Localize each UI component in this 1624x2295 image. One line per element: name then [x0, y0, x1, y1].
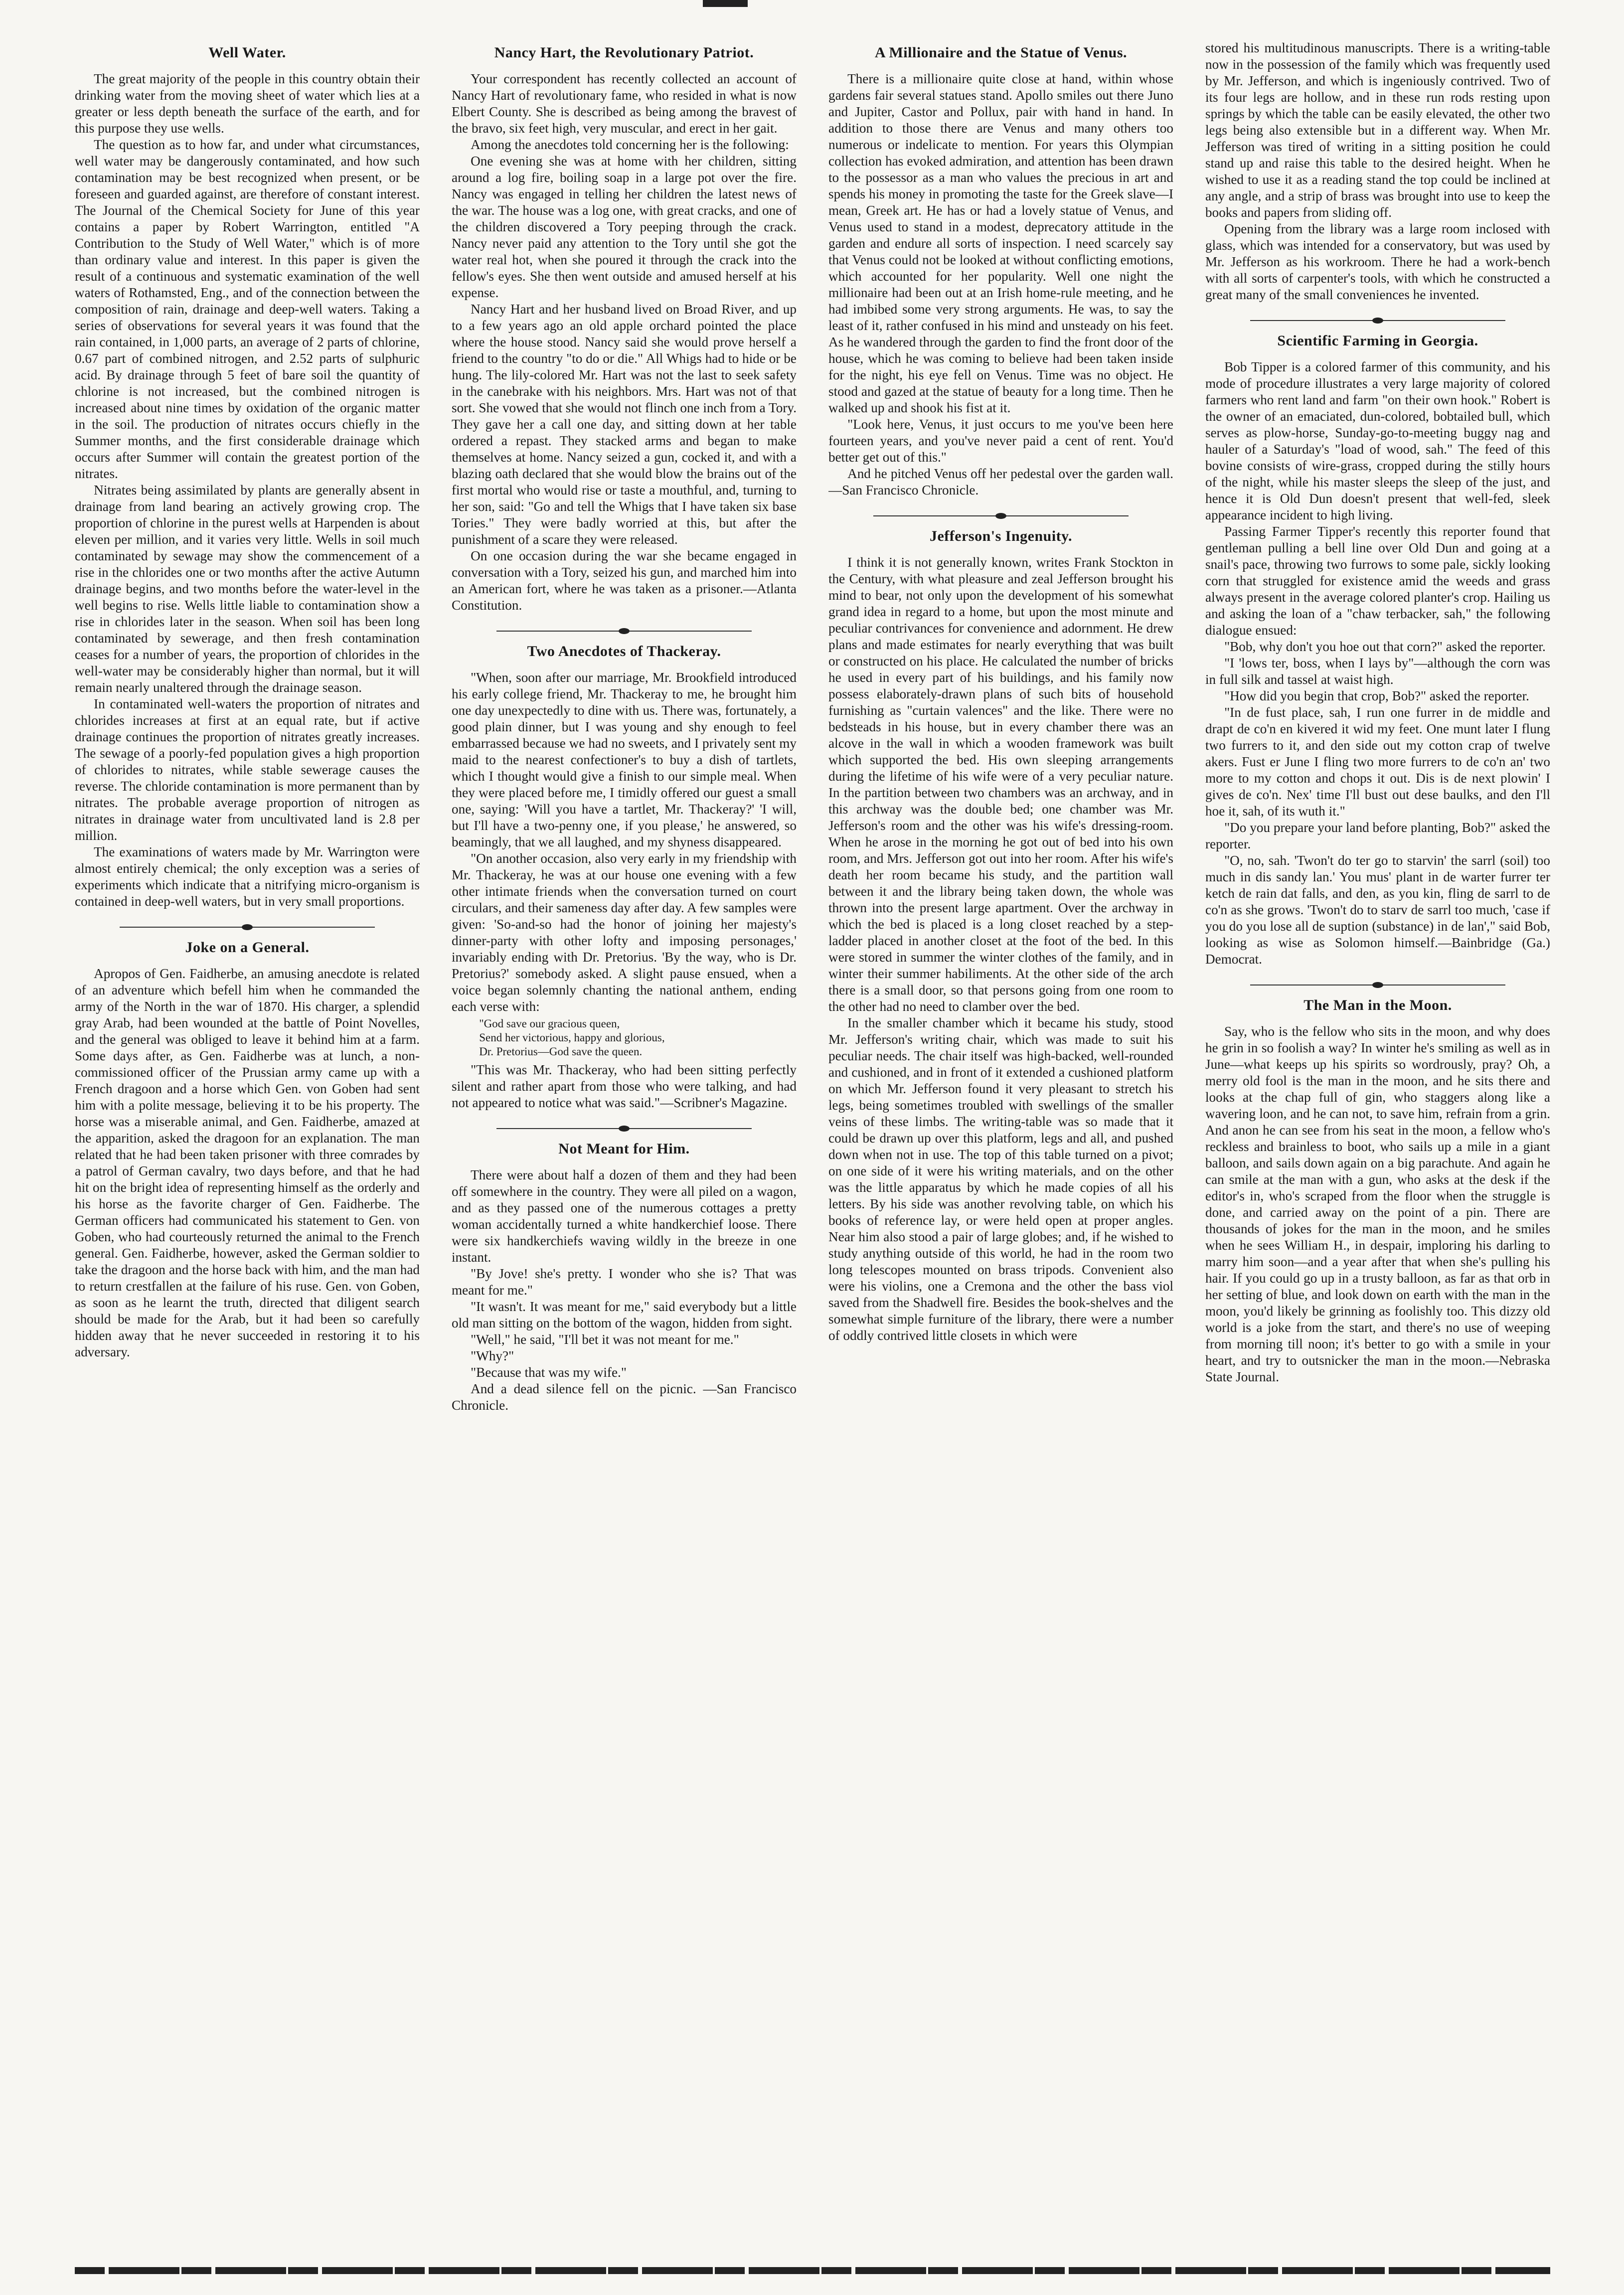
article-joke-on-a-general: [75, 939, 420, 1360]
paragraph: Nancy Hart and her husband lived on Broad River, and up to a few years ago an old apple orchard pointed the place where the house stood. Nancy said she would prove herself a friend to the country "to do or die." All Whigs had to hide or be hung. The lily-colored Mr. Hart was not the last to seek safety in the canebrake with his neighbors. Mrs. Hart was not of that sort. She vowed that she would not flinch one inch from a Tory. They gave her a call one day, and sitting down at her table ordered a repast. They stacked arms and began to make themselves at home. Nancy seized a gun, cocked it, and with a blazing oath declared that she would blow the brains out of the first mortal who would rise or taste a mouthful, and, turning to her son, said: "Go and tell the Whigs that I have taken six base Tories." They were badly worried at this, but after the punishment of a scare they were released.: [452, 302, 797, 547]
paragraph: Nitrates being assimilated by plants are generally absent in drainage from land bearing an actively growing crop. The proportion of chlorine in the purest wells at Harpenden is about eleven per million, and it varies very little. Wells in soil much contaminated by sewage may show the commencement of a rise in the chlorides one or two months after the active Autumn drainage begins, and two months before the water-level in the well begins to rise. Wells little liable to contamination show a rise in chlorides later in the season. When soil has been long contaminated by sewerage, and then fresh contamination ceases for a number of years, the proportion of chlorides in the well-water may be considerably higher than normal, but it will remain nearly unaltered through the drainage season.: [75, 483, 420, 695]
headline: Not Meant for Him.: [558, 1141, 690, 1157]
paragraph: Your correspondent has recently collected an account of Nancy Hart of revolutionary fame, who resided in what is now Elbert County. She is described as being among the bravest of the bravo, six feet high, very muscular, and erect in her gait.: [452, 71, 797, 136]
paragraph: In the smaller chamber which it became his study, stood Mr. Jefferson's writing chair, which was made to suit his peculiar needs. The chair itself was high-backed, well-rounded and cushioned, and in front of it extended a cushioned platform on which Mr. Jefferson found it very pleasant to stretch his legs, being sometimes troubled with swellings of the smaller veins of these limbs. The writing-table was so made that it could be drawn up over this platform, legs and all, and pushed down when not in use. The top of this table turned on a pivot; on one side of it were his writing materials, and on the other was the little apparatus by which he made copies of all his letters. By his side was another revolving table, on which his books of reference lay, or were held open at proper angles. Near him also stood a pair of large globes; and, if he wished to study anything outside of this world, he had in the room two long telescopes mounted on brass tripods. Convenient also were his violins, one a Cremona and the other the bass viol saved from the Shadwell fire. Besides the book-shelves and the somewhat simple furniture of the library, there were a number of oddly contrived little closets in which were: [828, 1015, 1173, 1343]
article-divider: [496, 631, 752, 632]
paragraph: Say, who is the fellow who sits in the moon, and why does he grin in so foolish a way? In winter he's smiling as well as in June—what keeps up his spirits so wordrously, pray? Oh, a merry old fool is the man in the moon, and he sits there and looks at the chap full of gin, who staggers along like a wavering loon, and he can not, to save him, refrain from a grin. And anon he can see from his seat in the moon, a fellow who's reckless and brainless to boot, who sails up a mile in a giant balloon, and sails down again on a big parachute. And again he can smile at the man with a gun, who asks at the desk if the editor's in, who's scraped from the floor when the struggle is done, and carried away on the point of a pin. There are thousands of jokes for the man in the moon, and he smiles when he sees William H., in despair, imploring his darling to marry him soon—and a year after that when she's pulling his hair. If you could go up in a trusty balloon, as far as that orb in her setting of blue, and look down on earth with the man in the moon, you'd likely be grinning as foolishly too. This dizzy old world is a joke from the start, and there's no use of weeping from morning till noon; it's better to go with a smile in your heart, and try to outsnicker the man in the moon.—Nebraska State Journal.: [1205, 1024, 1550, 1384]
headline: Nancy Hart, the Revolutionary Patriot.: [494, 44, 754, 61]
column-2: [452, 40, 797, 2223]
paragraph: Apropos of Gen. Faidherbe, an amusing anecdote is related of an adventure which befell him when he commanded the army of the North in the war of 1870. His charger, a splendid gray Arab, had been wounded at the battle of Point Novelles, and the general was obliged to leave it behind him at a farm. Some days after, as Gen. Faidherbe was at lunch, a non-commissioned officer of the Prussian army came up with a French dragoon and a horse which Gen. von Goben had sent him with a polite message, believing it to be his property. The horse was a miserable animal, and Gen. Faidherbe, amazed at the apparition, asked the dragoon for an explanation. The man related that he had been taken prisoner with three comrades by a patrol of German cavalry, two days before, and that he had hit on the bright idea of representing himself as the orderly and his horse as the favorite charger of Gen. Faidherbe. The German officers had communicated his statement to Gen. von Goben, who had courteously returned the animal to the French general. Gen. Faidherbe, however, asked the German soldier to take the dragoon and the horse back with him, and the man had to return crestfallen at the failure of his ruse. Gen. von Goben, as soon as he learnt the truth, directed that diligent search should be made for the Arab, but it had been so carefully hidden away that he never succeeded in restoring it to his adversary.: [75, 966, 420, 1359]
headline: Scientific Farming in Georgia.: [1277, 332, 1478, 349]
page-top-mark: [703, 0, 748, 7]
article-millionaire-venus: [828, 44, 1173, 498]
paragraph: "By Jove! she's pretty. I wonder who she is? That was meant for me.": [452, 1266, 797, 1298]
paragraph: I think it is not generally known, writes Frank Stockton in the Century, with what pleasure and zeal Jefferson brought his mind to bear, not only upon the development of his somewhat grand idea in regard to a home, but upon the most minute and peculiar contrivances for convenience and adornment. He drew plans and made estimates for nearly everything that was built or constructed on his place. He calculated the number of bricks he used in every part of his buildings, and his family now possess elaborately-drawn plans of such bits of household furnishing as "curtain valences" and the like. There were no bedsteads in his house, but in every chamber there was an alcove in the wall in which a wooden framework was built which supported the bed. His own sleeping arrangements during the lifetime of his wife were of a very peculiar nature. In the partition between two chambers was an archway, and in this archway was the double bed; one chamber was Mr. Jefferson's room and the other was his wife's dressing-room. When he arose in the morning he got out of bed into his own room, and Mrs. Jefferson got out into her room. After his wife's death her room became his study, and the partition wall between it and the library being taken down, the whole was thrown into the present large apartment. Over the archway in which the bed is placed is a long closet reached by a step-ladder placed in another closet at the foot of the bed. In this were stored in summer the winter clothes of the family, and in winter their summer habiliments. At the other side of the arch there is a small door, so that persons going from one room to the other had no need to clamber over the bed.: [828, 555, 1173, 1014]
paragraph: And a dead silence fell on the picnic. —San Francisco Chronicle.: [452, 1381, 797, 1413]
paragraph: "On another occasion, also very early in my friendship with Mr. Thackeray, he was at our house one evening with a few other intimate friends when the conversation turned on court circulars, and their sameness day after day. A few samples were given: 'So-and-so had the honor of joining her majesty's dinner-party with other lofty and imposing personages,' invariably ending with Dr. Pretorius. 'By the way, who is Dr. Pretorius?' somebody asked. A slight pause ensued, when a voice began solemnly chanting the national anthem, ending each verse with:: [452, 851, 797, 1014]
newspaper-page: [75, 40, 1550, 2223]
article-well-water: [75, 44, 420, 910]
verse: "God save our gracious queen, Send her victorious, happy and glorious, Dr. Pretorius—God save the queen.: [479, 1017, 665, 1058]
paragraph: Among the anecdotes told concerning her is the following:: [471, 137, 789, 152]
article-divider: [120, 927, 375, 928]
headline: The Man in the Moon.: [1303, 997, 1452, 1013]
page-bottom-border: [75, 2267, 1550, 2274]
article-man-in-the-moon: [1205, 996, 1550, 1385]
paragraph: The question as to how far, and under what circumstances, well water may be dangerously contaminated, and how such contamination may be best recognized when present, or be foreseen and guarded against, are therefore of constant interest. The Journal of the Chemical Society for June of this year contains a paper by Robert Warrington, entitled "A Contribution to the Study of Well Water," which is of more than ordinary value and interest. In this paper is given the result of a continuous and systematic examination of the well waters of Rothamsted, Eng., and of the connection between the composition of rain, drainage and deep-well waters. Taking a series of observations for several years it was found that the rain contained, in 1,000 parts, an average of 2 parts of chlorine, 0.67 part of combined nitrogen, and 2.52 parts of sulphuric acid. By drainage through 5 feet of bare soil the quantity of chlorine is not increased, but the combined nitrogen is increased about nine times by oxidation of the organic matter in the soil. The production of nitrates occurs chiefly in the Summer months, and the first considerable drainage which occurs after Summer will contain the greatest portion of the nitrates.: [75, 137, 420, 481]
paragraph: In contaminated well-waters the proportion of nitrates and chlorides increases at first at an equal rate, but if active drainage continues the proportion of nitrates greatly increases. The sewage of a poorly-fed population gives a high proportion of chlorides to nitrates, while stable sewerage causes the reverse. The chloride contamination is more permanent than by nitrates. The probable average proportion of nitrogen as nitrates in drainage water from uncultivated land is 2.8 per million.: [75, 696, 420, 843]
paragraph: "Well," he said, "I'll bet it was not meant for me.": [471, 1332, 739, 1347]
paragraph: "Bob, why don't you hoe out that corn?" asked the reporter.: [1224, 639, 1546, 654]
headline: Jefferson's Ingenuity.: [929, 528, 1072, 544]
article-jefferson-continued: [1205, 40, 1550, 303]
headline: Joke on a General.: [185, 939, 310, 956]
paragraph: stored his multitudinous manuscripts. There is a writing-table now in the possession of the family which was frequently used by Mr. Jefferson, and which is ingeniously contrived. Two of its four legs are hollow, and in these run rods resting upon springs by which the table can be easily elevated, the other two legs being also extensible but in a different way. When Mr. Jefferson was tired of writing in a sitting position he could stand up and raise this table to the desired height. When he wished to use it as a reading stand the top could be inclined at any angle, and a strip of brass was brought into use to keep the books and papers from sliding off.: [1205, 40, 1550, 220]
headline: Well Water.: [208, 44, 286, 61]
paragraph: There were about half a dozen of them and they had been off somewhere in the country. They were all piled on a wagon, and as they passed one of the numerous cottages a pretty woman accidentally turned a white handkerchief loose. There were six handkerchiefs waving wildly in the breeze in one instant.: [452, 1167, 797, 1265]
paragraph: Passing Farmer Tipper's recently this reporter found that gentleman pulling a bell line over Old Dun and going at a snail's pace, throwing two furrows to some pale, sickly looking corn that struggled for existence amid the weeds and grass always present in the average colored planter's crop. Hailing us and asking the loan of a "chaw terbacker, sah," the following dialogue ensued:: [1205, 524, 1550, 638]
paragraph: Opening from the library was a large room inclosed with glass, which was intended for a conservatory, but was used by Mr. Jefferson as his workroom. There he had a work-bench with all sorts of carpenter's tools, with which he constructed a great many of the small conveniences he invented.: [1205, 221, 1550, 302]
article-divider: [873, 515, 1129, 516]
column-3: [828, 40, 1173, 2223]
paragraph: "Do you prepare your land before planting, Bob?" asked the reporter.: [1205, 820, 1550, 851]
paragraph: "O, no, sah. 'Twon't do ter go to starvin' the sarrl (soil) too much in dis sandy lan.' You mus' plant in de warter furrer ter ketch de rain dat falls, and den, as you kin, fling de sarrl to de co'n as she grows. 'Twon't do to starv de sarrl too much, 'case if you do you lose all de suption (substance) in de lan'," said Bob, looking as wise as Solomon himself.—Bainbridge (Ga.) Democrat.: [1205, 853, 1550, 967]
paragraph: The great majority of the people in this country obtain their drinking water from the moving sheet of water which lies at a greater or less depth beneath the surface of the earth, and for this purpose they use wells.: [75, 71, 420, 136]
article-divider: [1250, 984, 1505, 985]
paragraph: "Look here, Venus, it just occurs to me you've been here fourteen years, and you've never paid a cent of rent. You'd better get out of this.": [828, 417, 1173, 465]
paragraph: There is a millionaire quite close at hand, within whose gardens fair several statues stand. Apollo smiles out there Juno and Jupiter, Castor and Pollux, pair with hand in hand. In addition to those there are Venus and many others too numerous or indelicate to mention. For years this Olympian collection has evoked admiration, and attention has been drawn to the possessor as a man who values the precious in art and spends his money in promoting the taste for the Greek slave—I mean, Greek art. He has or had a lovely statue of Venus, and Venus used to stand in a modest, deprecatory attitude in the garden and endure all sorts of inspection. I need scarcely say that Venus could not be looked at without conflicting emotions, which accounted for her popularity. Well one night the millionaire had been out at an Irish home-rule meeting, and he had imbibed some very strong arguments. He was, to say the least of it, rather confused in his mind and unsteady on his feet. As he wandered through the garden to find the front door of the house, which he was coming to believe had been taken inside for the night, his eye fell on Venus. Time was no object. He stood and gazed at the statue of beauty for a long time. Then he walked up and shook his fist at it.: [828, 71, 1173, 415]
paragraph: "Because that was my wife.": [471, 1365, 627, 1380]
column-4: [1205, 40, 1550, 2223]
paragraph: Bob Tipper is a colored farmer of this community, and his mode of procedure illustrates a very large majority of colored farmers who rent land and farm "on their own hook." Robert is the owner of an emaciated, dun-colored, bobtailed bull, which serves as plow-horse, Sunday-go-to-meeting buggy nag and hauler of a Saturday's "load of wood, sah." The feed of this bovine consists of wire-grass, cropped during the stilly hours of the night, while his master sleeps the sleep of the just, and hence it is Old Dun doesn't present that well-fed, sleek appearance incident to high living.: [1205, 359, 1550, 522]
paragraph: And he pitched Venus off her pedestal over the garden wall.—San Francisco Chronicle.: [828, 466, 1173, 497]
paragraph: The examinations of waters made by Mr. Warrington were almost entirely chemical; the only exception was a series of experiments which indicate that a nitrifying micro-organism is contained in deep-well waters, but in very small proportions.: [75, 844, 420, 909]
paragraph: One evening she was at home with her children, sitting around a log fire, boiling soap in a large pot over the fire. Nancy was engaged in telling her children the latest news of the war. The house was a log one, with great cracks, and one of the children discovered a Tory peeping through the crack. Nancy never paid any attention to the Tory until she got the water real hot, when she poured it through the crack into the fellow's eyes. She then went outside and amused herself at his expense.: [452, 154, 797, 300]
article-jefferson-ingenuity: [828, 527, 1173, 1344]
column-1: [75, 40, 420, 2223]
article-divider: [1250, 320, 1505, 321]
paragraph: "It wasn't. It was meant for me," said everybody but a little old man sitting on the bottom of the wagon, hidden from sight.: [452, 1299, 797, 1330]
article-divider: [496, 1128, 752, 1129]
headline: Two Anecdotes of Thackeray.: [527, 643, 721, 659]
paragraph: "Why?": [471, 1348, 514, 1363]
paragraph: "This was Mr. Thackeray, who had been sitting perfectly silent and rather apart from those who were talking, and had not appeared to notice what was said."—Scribner's Magazine.: [452, 1062, 797, 1110]
article-nancy-hart: [452, 44, 797, 614]
paragraph: "In de fust place, sah, I run one furrer in de middle and drapt de co'n en kivered it wid my feet. One munt later I flung two furrers to it, and den side out my cotton crap of twelve akers. Fust er June I fling two more furrers to de co'n an' two more to my cotton and chops it out. Dis is de next plowin' I gives de co'n. Nex' time I'll bust out dese baulks, and den I'll hoe it, sah, of its wuth it.": [1205, 705, 1550, 819]
article-scientific-farming: [1205, 332, 1550, 968]
paragraph: "When, soon after our marriage, Mr. Brookfield introduced his early college friend, Mr. Thackeray to me, he brought him one day unexpectedly to dine with us. There was, fortunately, a good plain dinner, but I was young and shy enough to feel embarrassed because we had no sweets, and I privately sent my maid to the nearest confectioner's to buy a dish of tartlets, which I thought would give a finish to our simple meal. When they were placed before me, I timidly offered our guest a small one, saying: 'Will you have a tartlet, Mr. Thackeray?' 'I will, but I'll have a two-penny one, if you please,' he answered, so beamingly, that we all laughed, and my shyness disappeared.: [452, 670, 797, 849]
paragraph: "How did you begin that crop, Bob?" asked the reporter.: [1224, 688, 1529, 703]
headline: A Millionaire and the Statue of Venus.: [874, 44, 1128, 61]
article-not-meant-for-him: [452, 1140, 797, 1414]
paragraph: "I 'lows ter, boss, when I lays by"—although the corn was in full silk and tassel at waist high.: [1205, 656, 1550, 687]
article-thackeray: [452, 643, 797, 1111]
paragraph: On one occasion during the war she became engaged in conversation with a Tory, seized his gun, and marched him into an American fort, where he was taken as a prisoner.—Atlanta Constitution.: [452, 548, 797, 613]
